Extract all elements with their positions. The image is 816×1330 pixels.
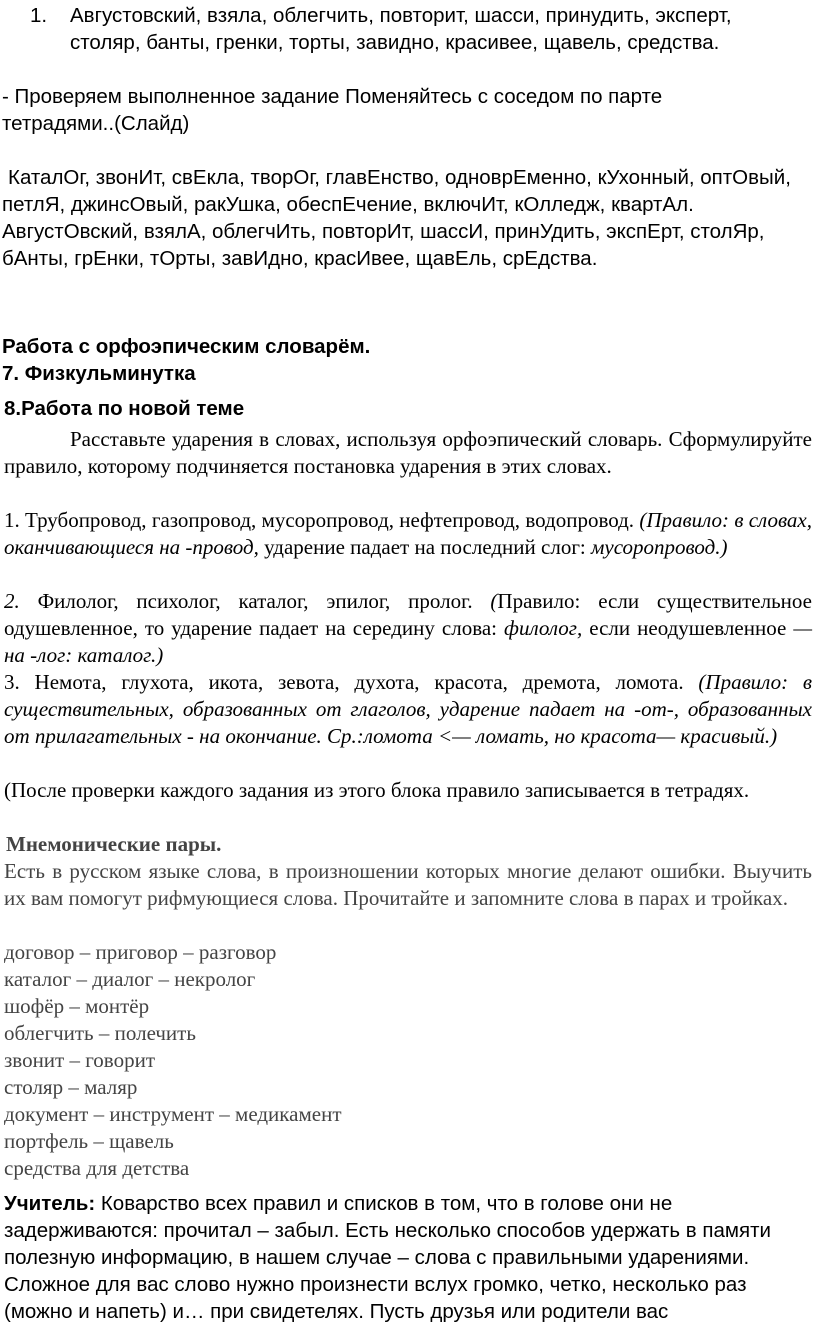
heading-orthoepic: Работа с орфоэпическим словарём.: [2, 335, 371, 358]
numbered-list-item: [30, 2, 790, 56]
heading-physical: 7. Физкульминутка: [2, 362, 196, 385]
task-2-words: Филолог, психолог, каталог, эпилог, пролог.: [19, 589, 491, 613]
mnemonic-pair: шофёр – монтёр: [4, 994, 150, 1018]
list-item-text: Августовский, взяла, облегчить, повторит, шасси, принудить, эксперт, столяр, банты, гренки, торты, завидно, красивее, щавель, средства.: [70, 4, 732, 54]
heading-new-topic: 8.Работа по новой теме: [4, 397, 245, 420]
task-2-number: 2.: [4, 589, 20, 613]
list-number: 1.: [30, 4, 48, 27]
teacher-label: Учитель:: [4, 1192, 96, 1215]
task-2-rule-example-2: — на -лог: каталог.): [4, 616, 812, 667]
task-3-words: 3. Немота, глухота, икота, зевота, духота, красота, дремота, ломота.: [4, 670, 699, 694]
task-3: [4, 669, 812, 750]
task-1-words: 1. Трубопровод, газопровод, мусоропровод, нефтепровод, водопровод.: [4, 508, 635, 532]
task-2-rule-2: если неодушевленное: [582, 616, 794, 640]
teacher-text: Коварство всех правил и списков в том, что в голове они не задерживаются: прочитал – забыл. Есть несколько способов удержать в памяти полезную информацию, в нашем случае – слова с правильными ударениями. Сложное для вас слово нужно произнести вслух громко, четко, несколько раз (можно и напеть) и… при свидетелях. Пусть друзья или родители вас: [4, 1192, 771, 1323]
task-intro: Расставьте ударения в словах, используя орфоэпический словарь. Сформулируйте правило, которому подчиняется постановка ударения в этих словах.: [4, 427, 812, 478]
teacher-paragraph: [4, 1190, 804, 1325]
task-1-rule: ударение падает на последний слог:: [258, 535, 592, 559]
task-1-rule-example: мусоропровод.): [591, 535, 728, 559]
mnemonic-pair: портфель – щавель: [4, 1129, 174, 1153]
check-paragraph: - Проверяем выполненное задание Поменяйтесь с соседом по парте тетрадями..(Слайд): [2, 85, 663, 135]
task-1-rule-italic: (Правило: в словах, оканчивающиеся на -провод,: [4, 508, 812, 559]
mnemonic-pairs-list: [4, 939, 342, 1182]
mnemonic-pair: каталог – диалог – некролог: [4, 967, 256, 991]
mnemonic-title: Мнемонические пары.: [6, 832, 222, 856]
task-2-paren: (: [490, 589, 498, 613]
task-2-rule: Правило: если существительное одушевленное, то ударение падает на середину слова:: [4, 589, 812, 640]
mnemonic-pair: столяр – маляр: [4, 1075, 138, 1099]
mnemonic-pair: звонит – говорит: [4, 1048, 155, 1072]
mnemonic-pair: договор – приговор – разговор: [4, 940, 277, 964]
task-2-rule-example: филолог,: [504, 616, 583, 640]
mnemonic-pair: облегчить – полечить: [4, 1021, 196, 1045]
mnemonic-pair: средства для детства: [4, 1156, 190, 1180]
task-3-rule: (Правило: в существительных, образованных от глаголов, ударение падает на -от-, образованных от прилагательных - на окончание. Ср.:ломота <— ломать, но красота— красивый.): [4, 670, 812, 748]
after-check-note: (После проверки каждого задания из этого блока правило записывается в тетрадях.: [4, 778, 750, 802]
task-1: [4, 507, 812, 561]
answers-paragraph: КаталОг, звонИт, свЕкла, творОг, главЕнство, одноврЕменно, кУхонный, оптОвый, петлЯ, джинсОвый, ракУшка, обеспЕчение, включИт, кОлледж, квартАл. АвгустОвский, взялА, облегчИть, повторИт, шассИ, принУдить, экспЕрт, столЯр, бАнты, грЕнки, тОрты, завИдно, красИвее, щавЕль, срЕдства.: [2, 166, 791, 270]
mnemonic-pair: документ – инструмент – медикамент: [4, 1102, 342, 1126]
task-2: [4, 588, 812, 669]
mnemonic-intro: Есть в русском языке слова, в произношении которых многие делают ошибки. Выучить их вам помогут рифмующиеся слова. Прочитайте и запомните слова в парах и тройках.: [4, 859, 812, 910]
